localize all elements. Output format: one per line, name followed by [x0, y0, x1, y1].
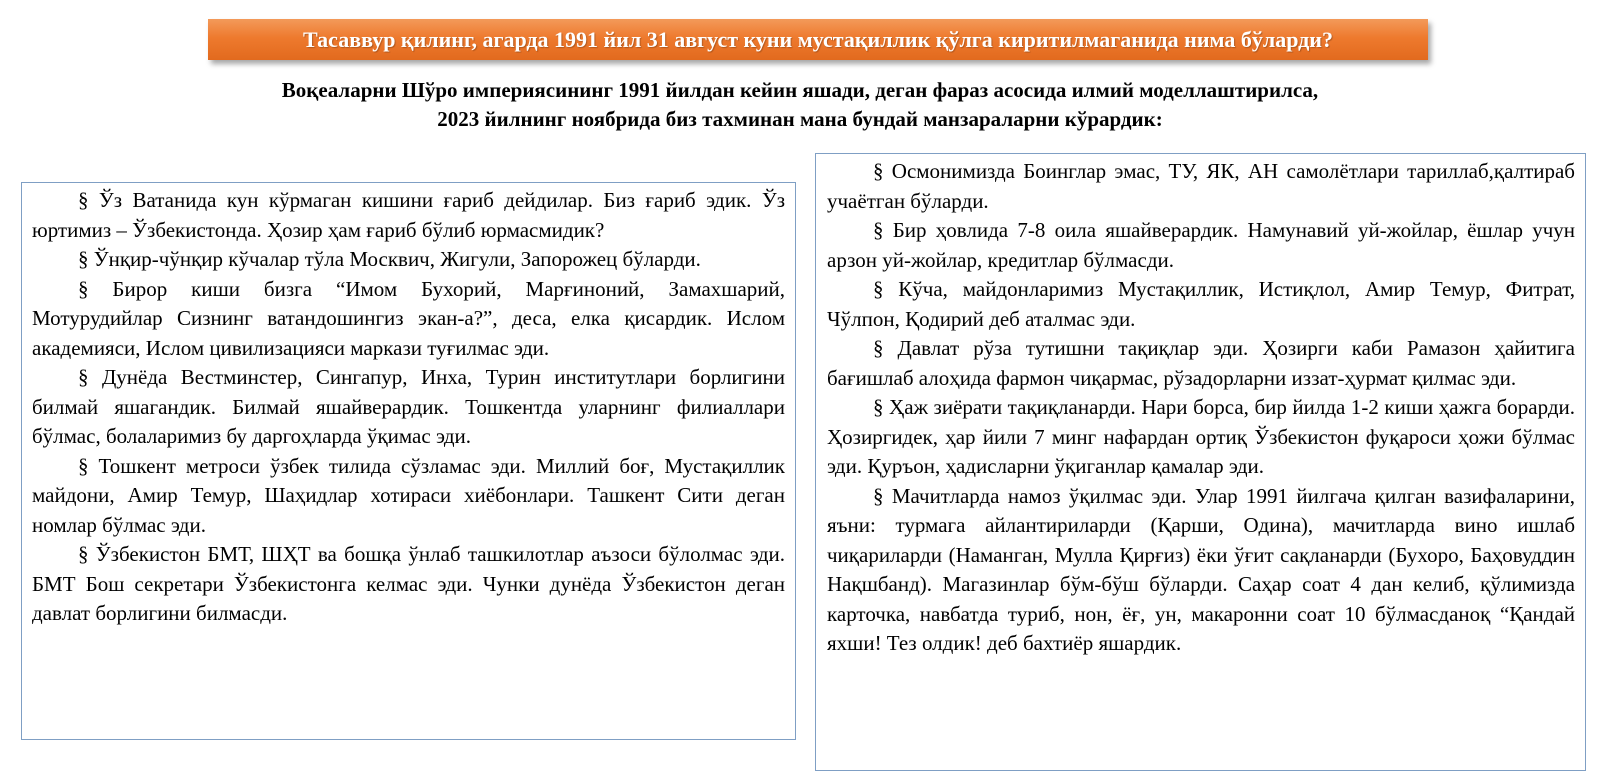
subtitle-line-1: Воқеаларни Шўро империясининг 1991 йилдан кейин яшади, деган фараз асосида илмий моделлаштирилса,	[281, 78, 1319, 102]
banner-title: Тасаввур қилинг, агарда 1991 йил 31 август куни мустақиллик қўлга киритилмаганида нима бўларди?	[303, 26, 1333, 52]
right-paragraph: § Бир ҳовлида 7-8 оила яшайверардик. Намунавий уй-жойлар, ёшлар учун арзон уй-жойлар, кредитлар бўлмасди.	[827, 218, 1575, 272]
title-banner	[208, 19, 1428, 60]
right-text-box	[815, 153, 1586, 771]
left-text-box	[21, 182, 796, 740]
left-paragraph: § Дунёда Вестминстер, Сингапур, Инха, Турин институтлари борлигини билмай яшагандик. Билмай яшайверардик. Тошкентда уларнинг филиаллари бўлмас, болаларимиз бу даргоҳларда ўқимас эди.	[32, 365, 785, 448]
subtitle	[0, 76, 1600, 134]
right-paragraph: § Мачитларда намоз ўқилмас эди. Улар 1991 йилгача қилган вазифаларини, яъни: турмага айлантириларди (Қарши, Одина), мачитларда вино ишлаб чиқариларди (Наманган, Мулла Қирғиз) ёки ўғит сақланарди (Бухоро, Баҳовуддин Нақшбанд). Магазинлар бўм-бўш бўларди. Саҳар соат 4 дан келиб, қўлимизда карточка, навбатда туриб, нон, ёғ, ун, макаронни соат 10 бўлмасданоқ “Қандай яхши! Тез олдик! деб бахтиёр яшардик.	[827, 483, 1575, 655]
right-paragraph: § Кўча, майдонларимиз Мустақиллик, Истиқлол, Амир Темур, Фитрат, Чўлпон, Қодирий деб аталмас эди.	[827, 277, 1575, 331]
right-paragraph: § Осмонимизда Боинглар эмас, ТУ, ЯК, АН самолётлари тариллаб,қалтираб учаётган бўларди.	[827, 159, 1575, 213]
right-paragraph: § Давлат рўза тутишни тақиқлар эди. Ҳозирги каби Рамазон ҳайитига бағишлаб алоҳида фармон чиқармас, рўзадорларни иззат-ҳурмат қилмас эди.	[827, 336, 1575, 390]
left-paragraph: § Ўз Ватанида кун кўрмаган кишини ғариб дейдилар. Биз ғариб эдик. Ўз юртимиз – Ўзбекистонда. Ҳозир ҳам ғариб бўлиб юрмасмидик?	[32, 188, 785, 242]
subtitle-line-2: 2023 йилнинг ноябрида биз тахминан мана бундай манзараларни кўрардик:	[437, 107, 1163, 131]
left-paragraph: § Бирор киши бизга “Имом Бухорий, Марғиноний, Замахшарий, Мотурудийлар Сизнинг ватандошингиз экан-а?”, деса, елка қисардик. Ислом академияси, Ислом цивилизацияси маркази туғилмас эди.	[32, 276, 785, 360]
left-paragraph: § Ўнқир-чўнқир кўчалар тўла Москвич, Жигули, Запорожец бўларди.	[78, 247, 701, 271]
left-paragraph: § Ўзбекистон БМТ, ШҲТ ва бошқа ўнлаб ташкилотлар аъзоси бўлолмас эди. БМТ Бош секретари Ўзбекистонга келмас эди. Чунки дунёда Ўзбекистон деган давлат борлигини билмасди.	[32, 542, 785, 625]
right-paragraph: § Ҳаж зиёрати тақиқланарди. Нари борса, бир йилда 1-2 киши ҳажга борарди. Ҳозиргидек, ҳар йили 7 минг нафардан ортиқ Ўзбекистон фуқароси ҳожи бўлмас эди. Қуръон, ҳадисларни ўқиганлар қамалар эди.	[827, 395, 1575, 478]
left-paragraph: § Тошкент метроси ўзбек тилида сўзламас эди. Миллий боғ, Мустақиллик майдони, Амир Темур, Шаҳидлар хотираси хиёбонлари. Ташкент Сити деган номлар бўлмас эди.	[32, 453, 785, 537]
